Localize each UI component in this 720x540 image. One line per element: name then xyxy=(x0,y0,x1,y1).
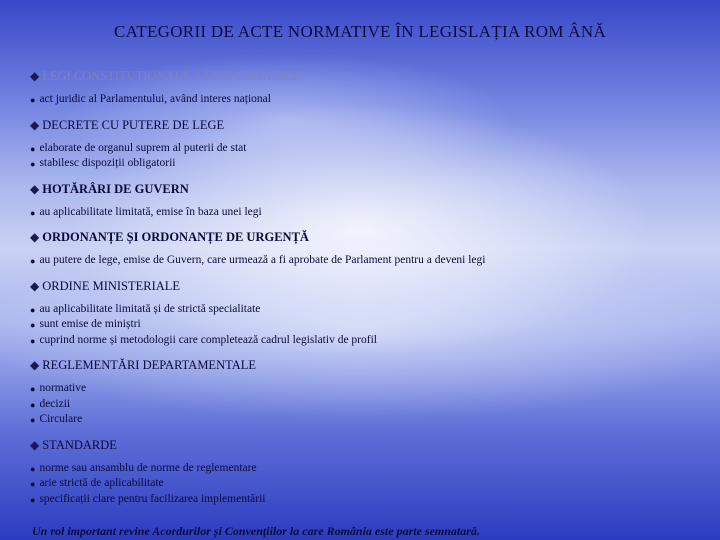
list-item xyxy=(30,412,700,428)
list-item-text: specificații clare pentru facilizarea implementării xyxy=(39,492,266,505)
list-item-text: normative xyxy=(39,382,87,394)
list-item xyxy=(30,92,700,108)
diamond-bullet-icon: ◆ xyxy=(30,437,40,452)
section-heading-label: HOTĂRÂRI DE GUVERN xyxy=(42,181,189,196)
diamond-bullet-icon: ◆ xyxy=(30,181,40,196)
section-ordonante xyxy=(30,229,700,269)
section-hotarari xyxy=(30,181,700,221)
bullet-dot-icon: ● xyxy=(30,399,36,410)
bullet-dot-icon: ● xyxy=(30,143,36,154)
bullet-dot-icon: ● xyxy=(30,159,36,169)
section-decrete xyxy=(30,117,700,172)
list-item-text: sunt emise de miniștri xyxy=(39,318,141,330)
section-heading-label: ORDINE MINISTERIALE xyxy=(42,278,181,293)
bullet-dot-icon: ● xyxy=(30,384,36,394)
bullet-dot-icon: ● xyxy=(30,415,36,425)
section-legi xyxy=(30,68,700,108)
section-standarde xyxy=(30,437,700,508)
list-item-text: cuprind norme și metodologii care completează cadrul legislativ de profil xyxy=(39,333,377,346)
diamond-bullet-icon: ◆ xyxy=(30,230,40,244)
diamond-bullet-icon: ◆ xyxy=(30,69,40,83)
diamond-bullet-icon: ◆ xyxy=(30,278,40,293)
section-heading-label: DECRETE CU PUTERE DE LEGE xyxy=(42,117,225,132)
bullet-dot-icon: ● xyxy=(30,320,36,330)
list-item xyxy=(30,492,700,508)
list-item xyxy=(30,333,700,349)
list-item-text: elaborate de organul suprem al puterii de stat xyxy=(39,141,247,154)
bullet-dot-icon: ● xyxy=(30,256,36,266)
bullet-dot-icon: ● xyxy=(30,494,36,505)
section-heading xyxy=(30,437,700,454)
list-item xyxy=(30,461,700,477)
list-item-text: arie strictă de aplicabilitate xyxy=(39,477,164,489)
slide-title: CATEGORII DE ACTE NORMATIVE ÎN LEGISLAȚIA ROM ÂNĂ xyxy=(113,22,607,41)
list-item xyxy=(30,397,700,413)
bullet-dot-icon: ● xyxy=(30,207,36,218)
list-item xyxy=(30,317,700,333)
list-item xyxy=(30,205,700,221)
list-item-text: Circulare xyxy=(39,413,83,425)
list-item-text: au aplicabilitate limitată, emise în baza unei legi xyxy=(39,205,262,218)
list-item xyxy=(30,302,700,318)
bullet-dot-icon: ● xyxy=(30,335,36,346)
bullet-dot-icon: ● xyxy=(30,479,36,489)
section-heading-label: STANDARDE xyxy=(42,437,117,452)
section-heading xyxy=(30,357,700,374)
section-heading xyxy=(30,278,700,295)
list-item-text: decizii xyxy=(39,397,71,410)
section-reglementari xyxy=(30,357,700,428)
list-item xyxy=(30,381,700,397)
section-heading-label: REGLEMENTĂRI DEPARTAMENTALE xyxy=(42,358,257,372)
diamond-bullet-icon: ◆ xyxy=(30,117,40,132)
section-ordine xyxy=(30,278,700,349)
list-item xyxy=(30,476,700,492)
list-item xyxy=(30,253,700,269)
section-heading-label: ORDONANȚE ȘI ORDONANȚE DE URGENȚĂ xyxy=(42,230,309,244)
list-item xyxy=(30,141,700,157)
list-item-text: au aplicabilitate limitată și de strictă specialitate xyxy=(39,302,261,315)
bullet-dot-icon: ● xyxy=(30,304,36,315)
section-heading xyxy=(30,68,700,85)
section-heading xyxy=(30,181,700,198)
list-item-text: act juridic al Parlamentului, având interes național xyxy=(39,93,271,105)
list-item-text: norme sau ansamblu de norme de reglementare xyxy=(39,461,257,474)
list-item xyxy=(30,156,700,172)
list-item-text: au putere de lege, emise de Guvern, care urmează a fi aprobate de Parlament pentru a deveni legi xyxy=(39,254,486,266)
diamond-bullet-icon: ◆ xyxy=(30,358,40,372)
section-heading xyxy=(30,117,700,134)
footer-note: Un rol important revine Acordurilor și Convențiilor la care România este parte semnatară. xyxy=(32,524,480,538)
bullet-dot-icon: ● xyxy=(30,95,36,105)
bullet-dot-icon: ● xyxy=(30,463,36,474)
section-heading-label: LEGI CONSTITUȚIONALE și LEGI ORGANICE xyxy=(42,69,301,83)
section-heading xyxy=(30,229,700,246)
list-item-text: stabilesc dispoziții obligatorii xyxy=(39,157,176,169)
categories-list xyxy=(30,68,700,516)
